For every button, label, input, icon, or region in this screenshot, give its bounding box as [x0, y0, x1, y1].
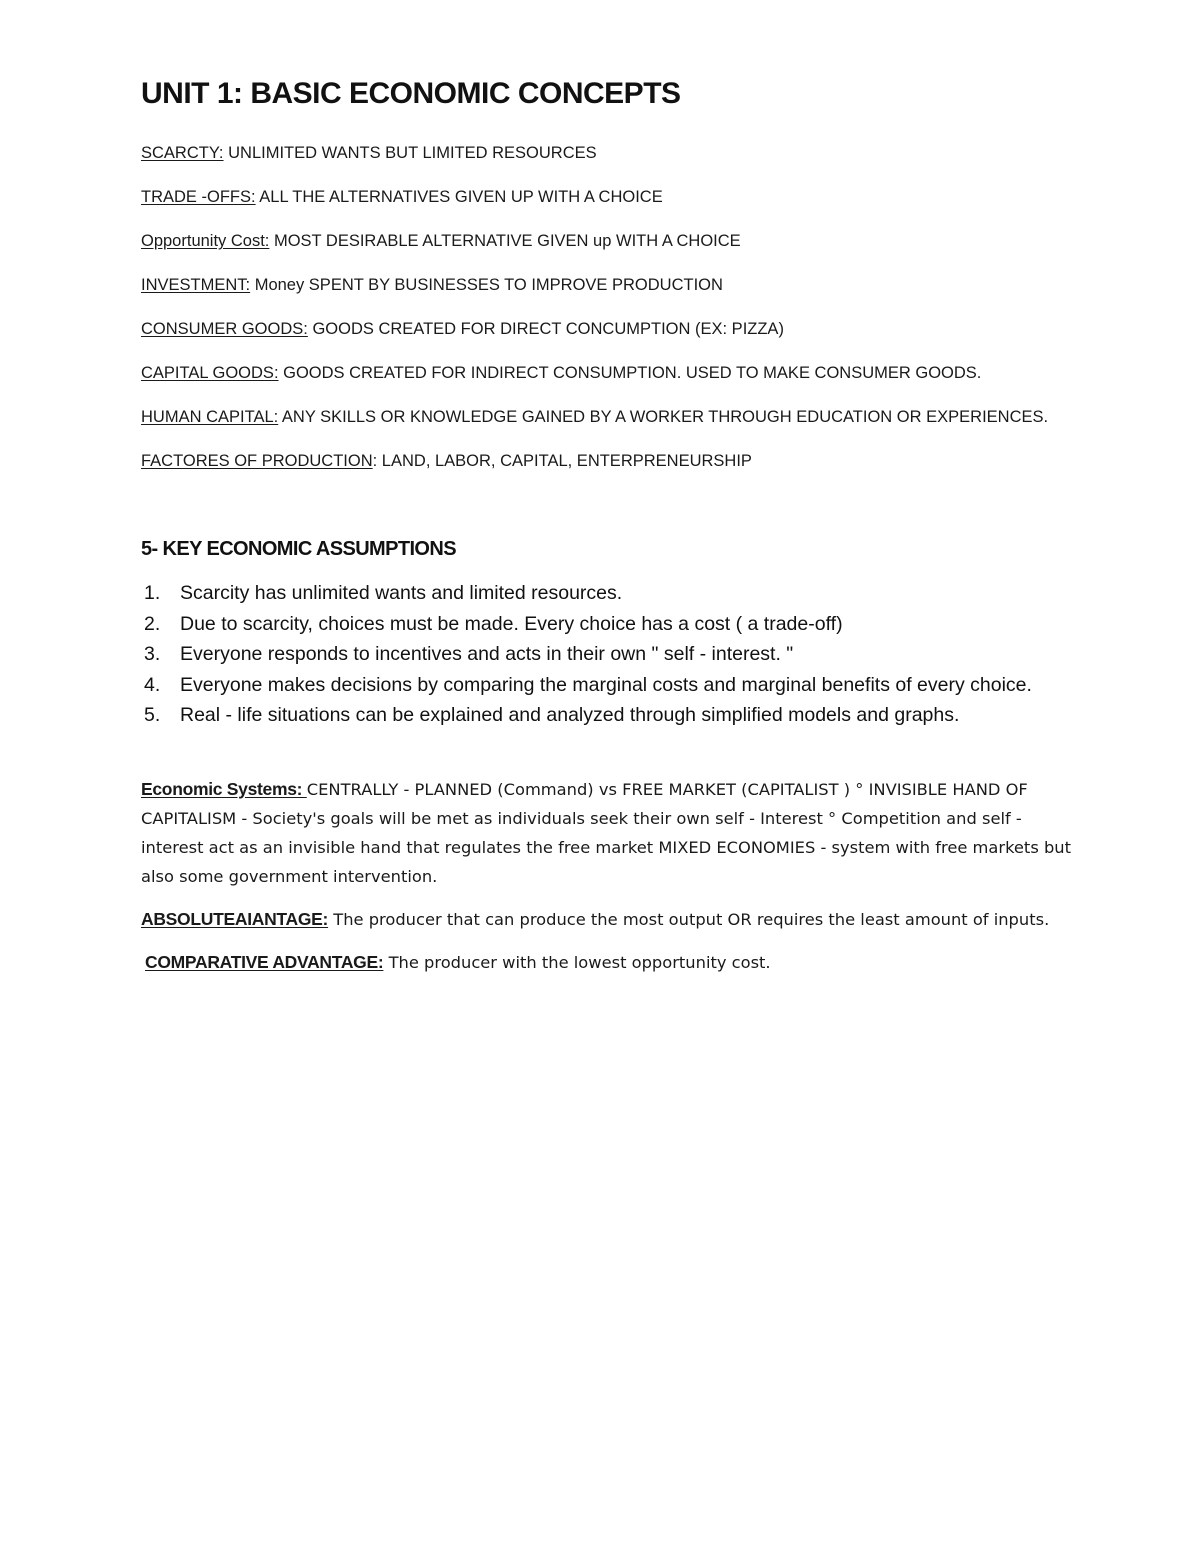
- definitions-list: [141, 138, 1071, 476]
- definition-trade-offs: [141, 182, 1071, 212]
- list-item: [141, 578, 1071, 609]
- assumptions-heading: 5- KEY ECONOMIC ASSUMPTIONS: [141, 538, 456, 560]
- list-item-text: Scarcity has unlimited wants and limited resources.: [180, 582, 623, 604]
- definition-capital-goods: [141, 358, 1071, 388]
- list-item-text: Real - life situations can be explained and analyzed through simplified models and graphs.: [180, 704, 960, 726]
- assumptions-list: [141, 578, 1071, 731]
- definition-text: UNLIMITED WANTS BUT LIMITED RESOURCES: [223, 144, 597, 162]
- definition-factors-of-production: [141, 446, 1071, 476]
- list-item-text: Everyone responds to incentives and acts in their own " self - interest. ": [180, 643, 794, 665]
- absolute-advantage-text: The producer that can produce the most output OR requires the least amount of inputs.: [328, 909, 1050, 929]
- advantages-section: [141, 775, 1071, 977]
- list-item-number: 3.: [144, 643, 161, 665]
- list-item: [141, 609, 1071, 640]
- definition-text: ANY SKILLS OR KNOWLEDGE GAINED BY A WORKER THROUGH EDUCATION OR EXPERIENCES.: [278, 408, 1049, 426]
- definition-text: ALL THE ALTERNATIVES GIVEN UP WITH A CHOICE: [255, 188, 663, 206]
- list-item-number: 5.: [144, 704, 161, 726]
- list-item-text: Everyone makes decisions by comparing the marginal costs and marginal benefits of every choice.: [180, 673, 1032, 696]
- list-item: [141, 639, 1071, 670]
- list-item-number: 4.: [144, 673, 161, 696]
- definition-consumer-goods: [141, 314, 1071, 344]
- definition-text: GOODS CREATED FOR INDIRECT CONSUMPTION. USED TO MAKE CONSUMER GOODS.: [278, 364, 982, 382]
- definition-text: : LAND, LABOR, CAPITAL, ENTERPRENEURSHIP: [372, 452, 752, 470]
- absolute-advantage-paragraph: [141, 905, 1071, 934]
- list-item: [141, 670, 1071, 701]
- economic-systems-term: Economic Systems:: [141, 778, 307, 799]
- definition-term: Opportunity Cost:: [141, 232, 270, 250]
- comparative-advantage-text: The producer with the lowest opportunity cost.: [383, 952, 771, 972]
- definition-term: HUMAN CAPITAL:: [141, 408, 279, 426]
- definition-text: MOST DESIRABLE ALTERNATIVE GIVEN up WITH A CHOICE: [269, 232, 741, 250]
- definition-term: CONSUMER GOODS:: [141, 320, 308, 338]
- definition-scarcity: [141, 138, 1071, 168]
- comparative-advantage-term: COMPARATIVE ADVANTAGE:: [145, 951, 384, 972]
- definition-human-capital: [141, 402, 1071, 432]
- definition-term: TRADE -OFFS:: [141, 188, 256, 206]
- document-title: UNIT 1: BASIC ECONOMIC CONCEPTS: [141, 77, 681, 110]
- list-item-number: 1.: [144, 582, 161, 604]
- document-page: [141, 74, 1071, 991]
- list-item-number: 2.: [144, 612, 161, 635]
- definition-term: SCARCTY:: [141, 144, 224, 162]
- definition-investment: [141, 270, 1071, 300]
- comparative-advantage-paragraph: [141, 948, 1071, 977]
- definition-opportunity-cost: [141, 226, 1071, 256]
- definition-text: Money SPENT BY BUSINESSES TO IMPROVE PRODUCTION: [250, 276, 723, 294]
- definition-term: CAPITAL GOODS:: [141, 364, 279, 382]
- definition-text: GOODS CREATED FOR DIRECT CONCUMPTION (EX: PIZZA): [307, 320, 784, 338]
- economic-systems-paragraph: [141, 775, 1071, 891]
- definition-term: INVESTMENT:: [141, 276, 251, 294]
- list-item: [141, 700, 1071, 731]
- definition-term: FACTORES OF PRODUCTION: [141, 452, 373, 470]
- absolute-advantage-term: ABSOLUTEAIANTAGE:: [141, 908, 329, 929]
- economic-systems-text: CENTRALLY - PLANNED (Command) vs FREE MARKET (CAPITALIST ) ° INVISIBLE HAND OF CAPITALISM - Society's goals will be met as individuals seek their own self - Interest ° Competition and self - interest act as an invisible hand that regulates the free market MIXED ECONOMIES - system with free markets but also some government intervention.: [141, 779, 1072, 886]
- list-item-text: Due to scarcity, choices must be made. Every choice has a cost ( a trade-off): [180, 612, 843, 635]
